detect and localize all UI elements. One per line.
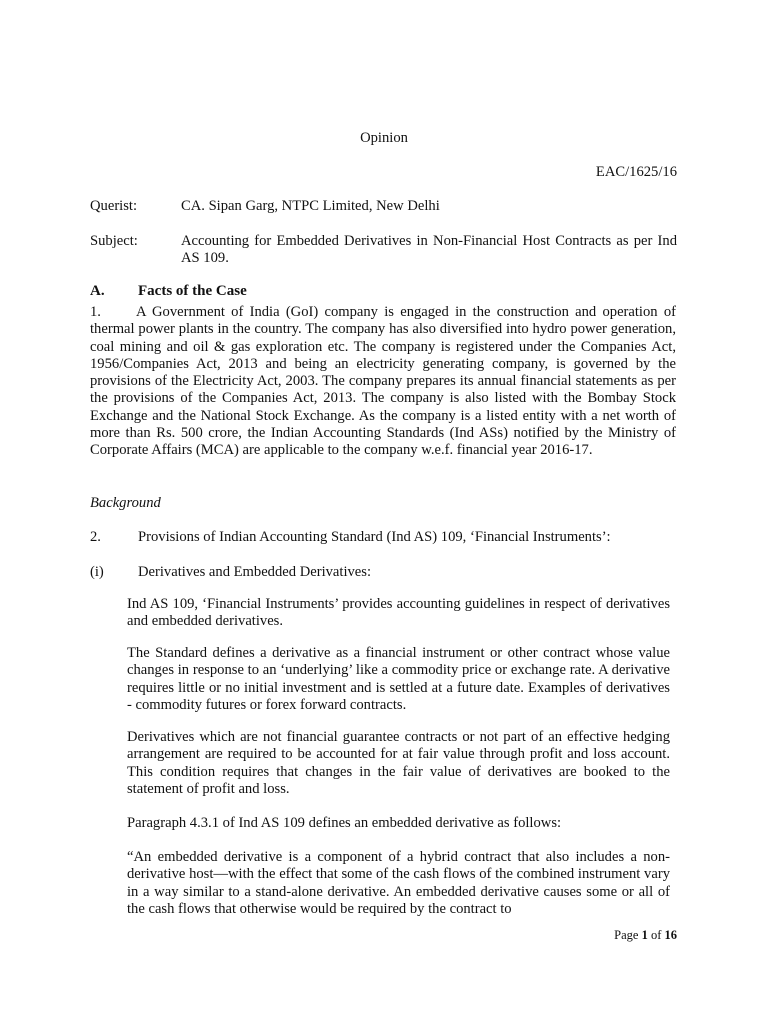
querist-label: Querist: (90, 198, 138, 214)
document-title: Opinion (360, 130, 408, 146)
item-i (90, 564, 371, 581)
page-footer (614, 928, 677, 943)
paragraph-2 (90, 529, 611, 546)
body-paragraph-4: Paragraph 4.3.1 of Ind AS 109 defines an embedded derivative as follows: (127, 815, 562, 831)
of-word: of (650, 928, 662, 942)
section-a-title: Facts of the Case (138, 283, 247, 299)
body-paragraph-2: The Standard defines a derivative as a financial instrument or other contract whose value changes in response to an ‘underlying’ like a commodity price or exchange rate. A derivative requires little or no initial investment and is settled at a future date. Examples of derivatives - commodity futures or forex forward contracts. (127, 645, 670, 713)
item-i-number: (i) (90, 564, 104, 580)
reference-number: EAC/1625/16 (595, 164, 677, 180)
paragraph-2-number: 2. (90, 529, 101, 545)
body-paragraph-5: “An embedded derivative is a component of a hybrid contract that also includes a non-derivative host—with the effect that some of the cash flows of the combined instrument vary in a way similar to a stand-alone derivative. An embedded derivative causes some or all of the cash flows that otherwise would be required by the contract to (127, 849, 670, 917)
page-number: 1 (641, 928, 648, 942)
paragraph-1-text: A Government of India (GoI) company is engaged in the construction and operation of thermal power plants in the country. The company has also diversified into hydro power generation, coal mining and oil & gas exploration etc. The company is registered under the Companies Act, 1956/Companies Act, 2013 and being an electricity generating company, is governed by the provisions of the Electricity Act, 2003. The company prepares its annual financial statements as per the provisions of the Companies Act, 2013. The company is also listed with the Bombay Stock Exchange and the National Stock Exchange. As the company is a listed entity with a net worth of more than Rs. 500 crore, the Indian Accounting Standards (Ind ASs) notified by the Ministry of Corporate Affairs (MCA) are applicable to the company w.e.f. financial year 2016-17. (90, 304, 676, 459)
paragraph-1 (90, 304, 676, 460)
page-total: 16 (664, 928, 677, 942)
section-a-heading (90, 283, 247, 300)
body-paragraph-1: Ind AS 109, ‘Financial Instruments’ provides accounting guidelines in respect of derivatives and embedded derivatives. (127, 596, 670, 630)
body-paragraph-3: Derivatives which are not financial guarantee contracts or not part of an effective hedging arrangement are required to be accounted for at fair value through profit and loss account. This condition requires that changes in the fair value of derivatives are booked to the statement of profit and loss. (127, 729, 670, 797)
paragraph-1-number: 1. (90, 304, 101, 320)
subject-label: Subject: (90, 233, 138, 249)
page-word: Page (614, 928, 639, 942)
subject-value: Accounting for Embedded Derivatives in Non-Financial Host Contracts as per Ind AS 109. (181, 233, 677, 267)
background-heading: Background (90, 495, 161, 511)
section-a-number: A. (90, 283, 105, 299)
paragraph-2-text: Provisions of Indian Accounting Standard (Ind AS) 109, ‘Financial Instruments’: (138, 529, 611, 545)
querist-value: CA. Sipan Garg, NTPC Limited, New Delhi (181, 198, 440, 214)
item-i-text: Derivatives and Embedded Derivatives: (138, 564, 372, 580)
